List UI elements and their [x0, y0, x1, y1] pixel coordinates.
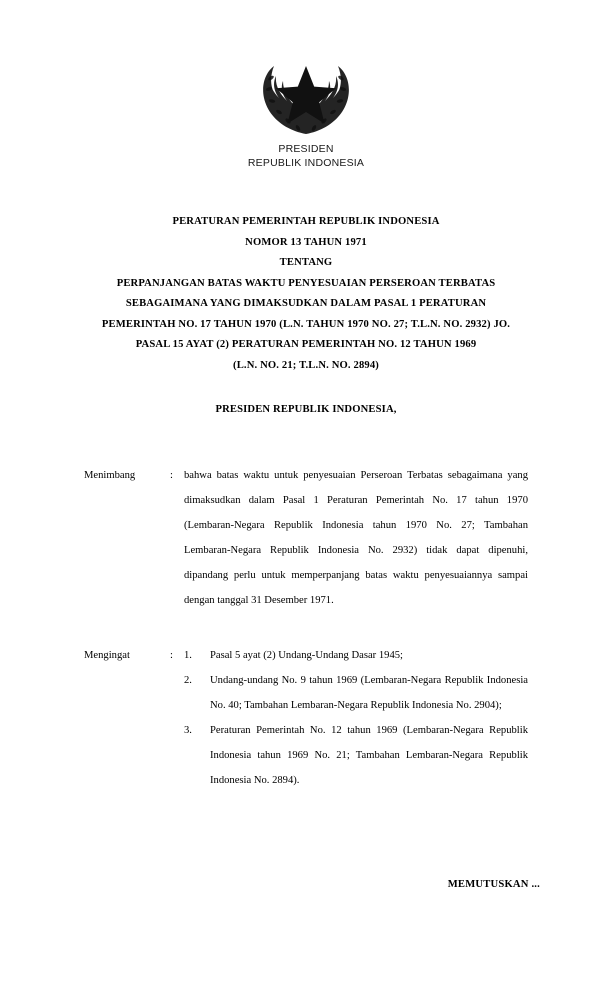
mengingat-list [184, 643, 528, 793]
list-item [184, 668, 528, 718]
title-line-4: PERPANJANGAN BATAS WAKTU PENYESUAIAN PERSEROAN TERBATAS [116, 277, 496, 289]
emblem-caption [0, 142, 612, 170]
clause-mengingat-colon: : [170, 650, 173, 661]
emblem-block [0, 0, 612, 170]
title-line-2: NOMOR 13 TAHUN 1971 [245, 236, 367, 248]
clause-menimbang-colon: : [170, 470, 173, 481]
list-item-marker: 2. [184, 675, 192, 686]
list-item-text: Peraturan Pemerintah No. 12 tahun 1969 (Lembaran-Negara Republik Indonesia tahun 1969 No. 21; Tambahan Lembaran-Negara Republik Indonesia No. 2894). [210, 725, 528, 786]
title-line-6: PEMERINTAH NO. 17 TAHUN 1970 (L.N. TAHUN 1970 NO. 27; T.L.N. NO. 2932) JO. [101, 318, 511, 330]
title-line-1: PERATURAN PEMERINTAH REPUBLIK INDONESIA [172, 216, 440, 227]
list-item-marker: 1. [184, 650, 192, 661]
clause-mengingat [84, 643, 528, 793]
clause-menimbang-text: bahwa batas waktu untuk penyesuaian Perseroan Terbatas sebagaimana yang dimaksudkan dalam Pasal 1 Peraturan Pemerintah No. 17 tahun 1970 (Lembaran-Negara Republik Indonesia tahun 1970 No. 27; Tambahan Lembaran-Negara Republik Indonesia No. 2932) tidak dapat dipenuhi, dipandang perlu untuk memperpanjang batas waktu penyesuaiannya sampai dengan tanggal 31 Desember 1971. [184, 470, 528, 606]
page-continuation-note: MEMUTUSKAN ... [447, 879, 540, 890]
clause-menimbang-body [184, 463, 528, 613]
clause-menimbang-label: Menimbang [84, 470, 136, 481]
clauses-section [0, 463, 612, 793]
document-title [0, 212, 612, 376]
emblem-caption-line2: REPUBLIK INDONESIA [247, 157, 365, 169]
clause-menimbang [84, 463, 528, 613]
garuda-star-wreath-emblem-icon [0, 58, 612, 136]
clause-mengingat-body [184, 643, 528, 793]
emblem-caption-line1: PRESIDEN [278, 143, 334, 155]
title-line-7: PASAL 15 AYAT (2) PERATURAN PEMERINTAH NO. 12 TAHUN 1969 [135, 339, 477, 350]
title-line-8: (L.N. NO. 21; T.L.N. NO. 2894) [233, 359, 379, 371]
list-item-text: Pasal 5 ayat (2) Undang-Undang Dasar 1945; [210, 650, 403, 661]
issuing-authority: PRESIDEN REPUBLIK INDONESIA, [215, 404, 397, 415]
list-item [184, 643, 528, 668]
title-line-3: TENTANG [279, 257, 333, 268]
list-item-marker: 3. [184, 725, 192, 736]
title-line-5: SEBAGAIMANA YANG DIMAKSUDKAN DALAM PASAL 1 PERATURAN [125, 298, 487, 309]
clause-mengingat-label: Mengingat [84, 650, 130, 661]
list-item-text: Undang-undang No. 9 tahun 1969 (Lembaran-Negara Republik Indonesia No. 40; Tambahan Lembaran-Negara Republik Indonesia No. 2904); [210, 675, 528, 711]
list-item [184, 718, 528, 793]
